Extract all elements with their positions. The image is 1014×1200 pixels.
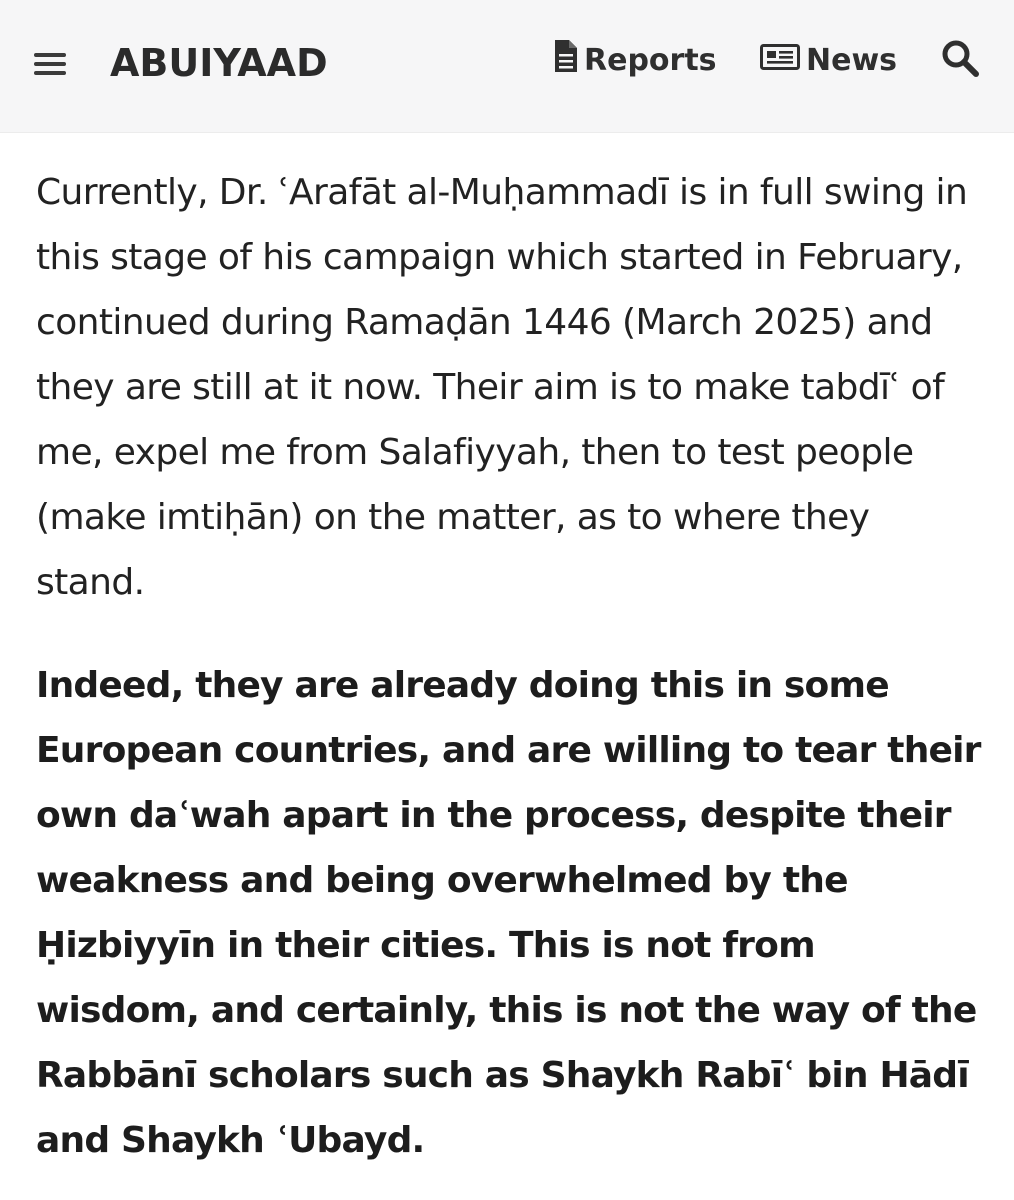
top-navigation-bar (0, 0, 1014, 133)
article-paragraph: Currently, Dr. ʿArafāt al-Muḥammadī is in full swing in this stage of his campaign which started in February, continued during Ramaḍān 1446 (March 2025) and they are still at it now. Their aim is to make tabdīʿ of me, expel me from Salafiyyah, then to test people (make imtiḥān) on the matter, as to where they stand. (36, 172, 968, 603)
nav-news-label: News (806, 42, 898, 78)
hamburger-menu-icon[interactable] (34, 49, 68, 79)
nav-reports-link[interactable] (553, 38, 717, 82)
nav-news-link[interactable] (760, 38, 897, 82)
article-paragraph: Indeed, they are already doing this in some European countries, and are willing to tear their own daʿwah apart in the process, despite their weakness and being overwhelmed by the Ḥizbiyyīn in their cities. This is not from wisdom, and certainly, this is not the way of the Rabbānī scholars such as Shaykh Rabīʿ bin Hādī and Shaykh ʿUbayd. (36, 665, 981, 1161)
nav-reports-label: Reports (584, 42, 717, 78)
article-body (36, 160, 986, 1173)
site-logo[interactable]: ABUIYAAD (110, 41, 328, 85)
newspaper-icon (760, 43, 800, 78)
search-icon[interactable] (940, 38, 980, 78)
document-icon (553, 39, 578, 81)
